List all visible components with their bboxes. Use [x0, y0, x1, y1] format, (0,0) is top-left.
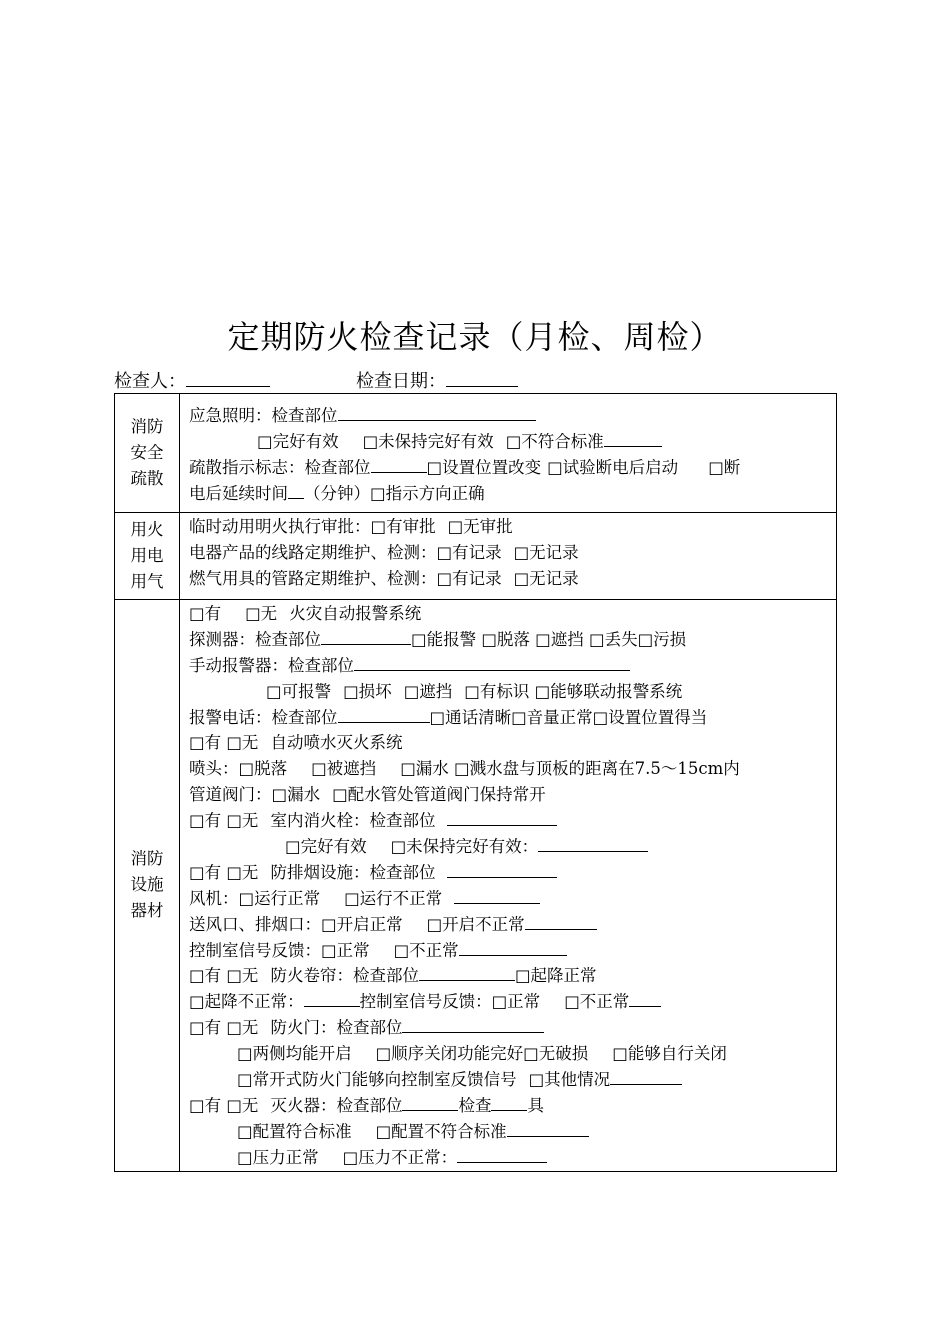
- checkbox-option[interactable]: □配水管处管道阀门保持常开: [332, 785, 546, 805]
- content-equipment: [180, 600, 837, 1172]
- fire-shutter-line: □有 □无 防火卷帘：检查部位 □起降正常: [189, 963, 836, 989]
- checkbox-option[interactable]: □两侧均能开启: [237, 1044, 352, 1064]
- blank[interactable]: [338, 403, 536, 421]
- checkbox-option[interactable]: □起降不正常：: [189, 992, 304, 1012]
- blank[interactable]: [419, 963, 515, 981]
- category-equipment: 消防 设施 器材: [115, 600, 180, 1172]
- checkbox-option[interactable]: □设置位置改变: [426, 457, 542, 477]
- manual-alarm-line: 手动报警器：检查部位: [189, 653, 836, 679]
- section-evacuation: [115, 394, 837, 513]
- fire-shutter-status-line: □起降不正常： 控制室信号反馈：□正常 □不正常: [189, 989, 836, 1015]
- blank[interactable]: [402, 1093, 458, 1111]
- evacuation-sign-line-2: 电后延续时间 （分钟）□指示方向正确: [189, 481, 836, 507]
- sprinkler-head-line: 喷头：□脱落 □被遮挡 □漏水 □溅水盘与顶板的距离在7.5～15cm内: [189, 759, 740, 779]
- blank[interactable]: [507, 1119, 589, 1137]
- checkbox-option[interactable]: □开启不正常: [426, 914, 525, 934]
- blank[interactable]: [371, 455, 427, 473]
- vent-line: 送风口、排烟口：□开启正常 □开启不正常: [189, 912, 836, 938]
- checkbox-option[interactable]: □配置符合标准: [237, 1121, 352, 1141]
- checkbox-option[interactable]: □无记录: [513, 568, 579, 588]
- blank[interactable]: [629, 989, 661, 1007]
- blank[interactable]: [402, 1015, 544, 1033]
- fire-door-status-line: □两侧均能开启 □顺序关闭功能完好□无破损 □能够自行关闭: [237, 1044, 727, 1064]
- content-evacuation: [180, 394, 837, 513]
- auto-alarm-line: □有 □无 火灾自动报警系统: [189, 604, 422, 623]
- checkbox-option[interactable]: □损坏: [343, 681, 392, 701]
- checkbox-option[interactable]: □完好有效: [257, 431, 339, 451]
- checkbox-option[interactable]: □有: [189, 604, 222, 623]
- extinguisher-pressure-line: [189, 1145, 836, 1171]
- extinguisher-line: □有 □无 灭火器：检查部位 检查 具: [189, 1093, 836, 1119]
- checkbox-option[interactable]: □可报警: [266, 681, 332, 701]
- checkbox-option[interactable]: □能够自行关闭: [612, 1044, 727, 1064]
- blank[interactable]: [338, 705, 430, 723]
- blank[interactable]: [525, 912, 597, 930]
- blank[interactable]: [454, 886, 540, 904]
- blank[interactable]: [604, 429, 662, 447]
- checkbox-option[interactable]: □无: [245, 604, 278, 623]
- blank[interactable]: [538, 834, 648, 852]
- fire-door-line: □有 □无 防火门：检查部位: [189, 1015, 836, 1041]
- blank[interactable]: [610, 1067, 682, 1085]
- category-fire-use: 用火 用电 用气: [115, 513, 180, 600]
- date-blank[interactable]: [446, 370, 518, 387]
- checkbox-option[interactable]: □压力不正常：: [342, 1147, 458, 1167]
- category-evacuation: 消防 安全 疏散: [115, 394, 180, 513]
- control-room-feedback-line: 控制室信号反馈：□正常 □不正常: [189, 938, 836, 964]
- evacuation-sign-line: 疏散指示标志：检查部位 □设置位置改变 □试验断电后启动 □断: [189, 455, 836, 481]
- checkbox-option[interactable]: □配置不符合标准: [375, 1121, 507, 1141]
- extinguisher-config-line: [189, 1119, 836, 1145]
- open-fire-approval-line: 临时动用明火执行审批：□有审批 □无审批: [189, 517, 513, 536]
- sprinkler-system-line: □有 □无 自动喷水灭火系统: [189, 733, 403, 753]
- checkbox-option[interactable]: □不正常: [393, 940, 459, 960]
- blank[interactable]: [491, 1093, 527, 1111]
- detector-line: 探测器：检查部位 □能报警 □脱落 □遮挡 □丢失□污损: [189, 627, 836, 653]
- smoke-control-line: □有 □无 防排烟设施：检查部位: [189, 860, 836, 886]
- hydrant-line: □有 □无 室内消火栓：检查部位: [189, 808, 836, 834]
- checkbox-option[interactable]: □无记录: [513, 542, 579, 562]
- checkbox-option[interactable]: □其他情况: [528, 1070, 611, 1090]
- emergency-lighting-line: 应急照明：检查部位: [189, 403, 836, 429]
- pipe-valve-line: 管道阀门：□漏水 □配水管处管道阀门保持常开: [189, 785, 546, 805]
- gas-maintenance-line: 燃气用具的管路定期维护、检测：□有记录 □无记录: [189, 568, 579, 588]
- inspection-meta: [114, 370, 518, 393]
- hydrant-status-line: [189, 834, 836, 860]
- blank[interactable]: [447, 808, 557, 826]
- alarm-phone-line: 报警电话：检查部位 □通话清晰□音量正常□设置位置得当: [189, 705, 836, 731]
- blank[interactable]: [304, 989, 360, 1007]
- date-label: 检查日期：: [356, 371, 446, 392]
- manual-alarm-status-line: □可报警 □损坏 □遮挡 □有标识 □能够联动报警系统: [266, 681, 683, 701]
- content-fire-use: [180, 513, 837, 600]
- checkbox-option[interactable]: □不符合标准: [505, 431, 604, 451]
- section-equipment: [115, 600, 837, 1172]
- blank[interactable]: [447, 860, 557, 878]
- inspector-label: 检查人：: [114, 371, 186, 392]
- fire-inspection-table: [114, 393, 837, 1172]
- blank[interactable]: [457, 1145, 547, 1163]
- inspector-blank[interactable]: [186, 370, 270, 387]
- checkbox-option[interactable]: □常开式防火门能够向控制室反馈信号: [237, 1070, 517, 1090]
- checkbox-option[interactable]: □起降正常: [514, 966, 597, 986]
- blank[interactable]: [288, 481, 304, 499]
- blank[interactable]: [321, 627, 411, 645]
- checkbox-option[interactable]: □断: [708, 457, 741, 477]
- checkbox-option[interactable]: □完好有效: [285, 837, 367, 857]
- blank[interactable]: [354, 653, 630, 671]
- checkbox-option[interactable]: □未保持完好有效：: [390, 837, 539, 857]
- checkbox-option[interactable]: □遮挡: [403, 681, 453, 701]
- checkbox-option[interactable]: □压力正常: [237, 1147, 319, 1167]
- emergency-lighting-status-line: [189, 429, 836, 455]
- checkbox-option[interactable]: □试验断电后启动: [547, 457, 679, 477]
- checkbox-option[interactable]: □未保持完好有效: [362, 431, 494, 451]
- page-title: 定期防火检查记录（月检、周检）: [227, 318, 723, 356]
- checkbox-option[interactable]: □无审批: [447, 517, 513, 536]
- electrical-maintenance-line: 电器产品的线路定期维护、检测：□有记录 □无记录: [189, 542, 579, 562]
- blank[interactable]: [459, 938, 567, 956]
- checkbox-option[interactable]: □被遮挡: [311, 759, 377, 779]
- fan-line: 风机：□运行正常 □运行不正常: [189, 886, 836, 912]
- fire-door-feedback-line: [189, 1067, 836, 1093]
- section-fire-use: [115, 513, 837, 600]
- checkbox-option[interactable]: □不正常: [564, 992, 630, 1012]
- checkbox-option[interactable]: □运行不正常: [344, 888, 443, 908]
